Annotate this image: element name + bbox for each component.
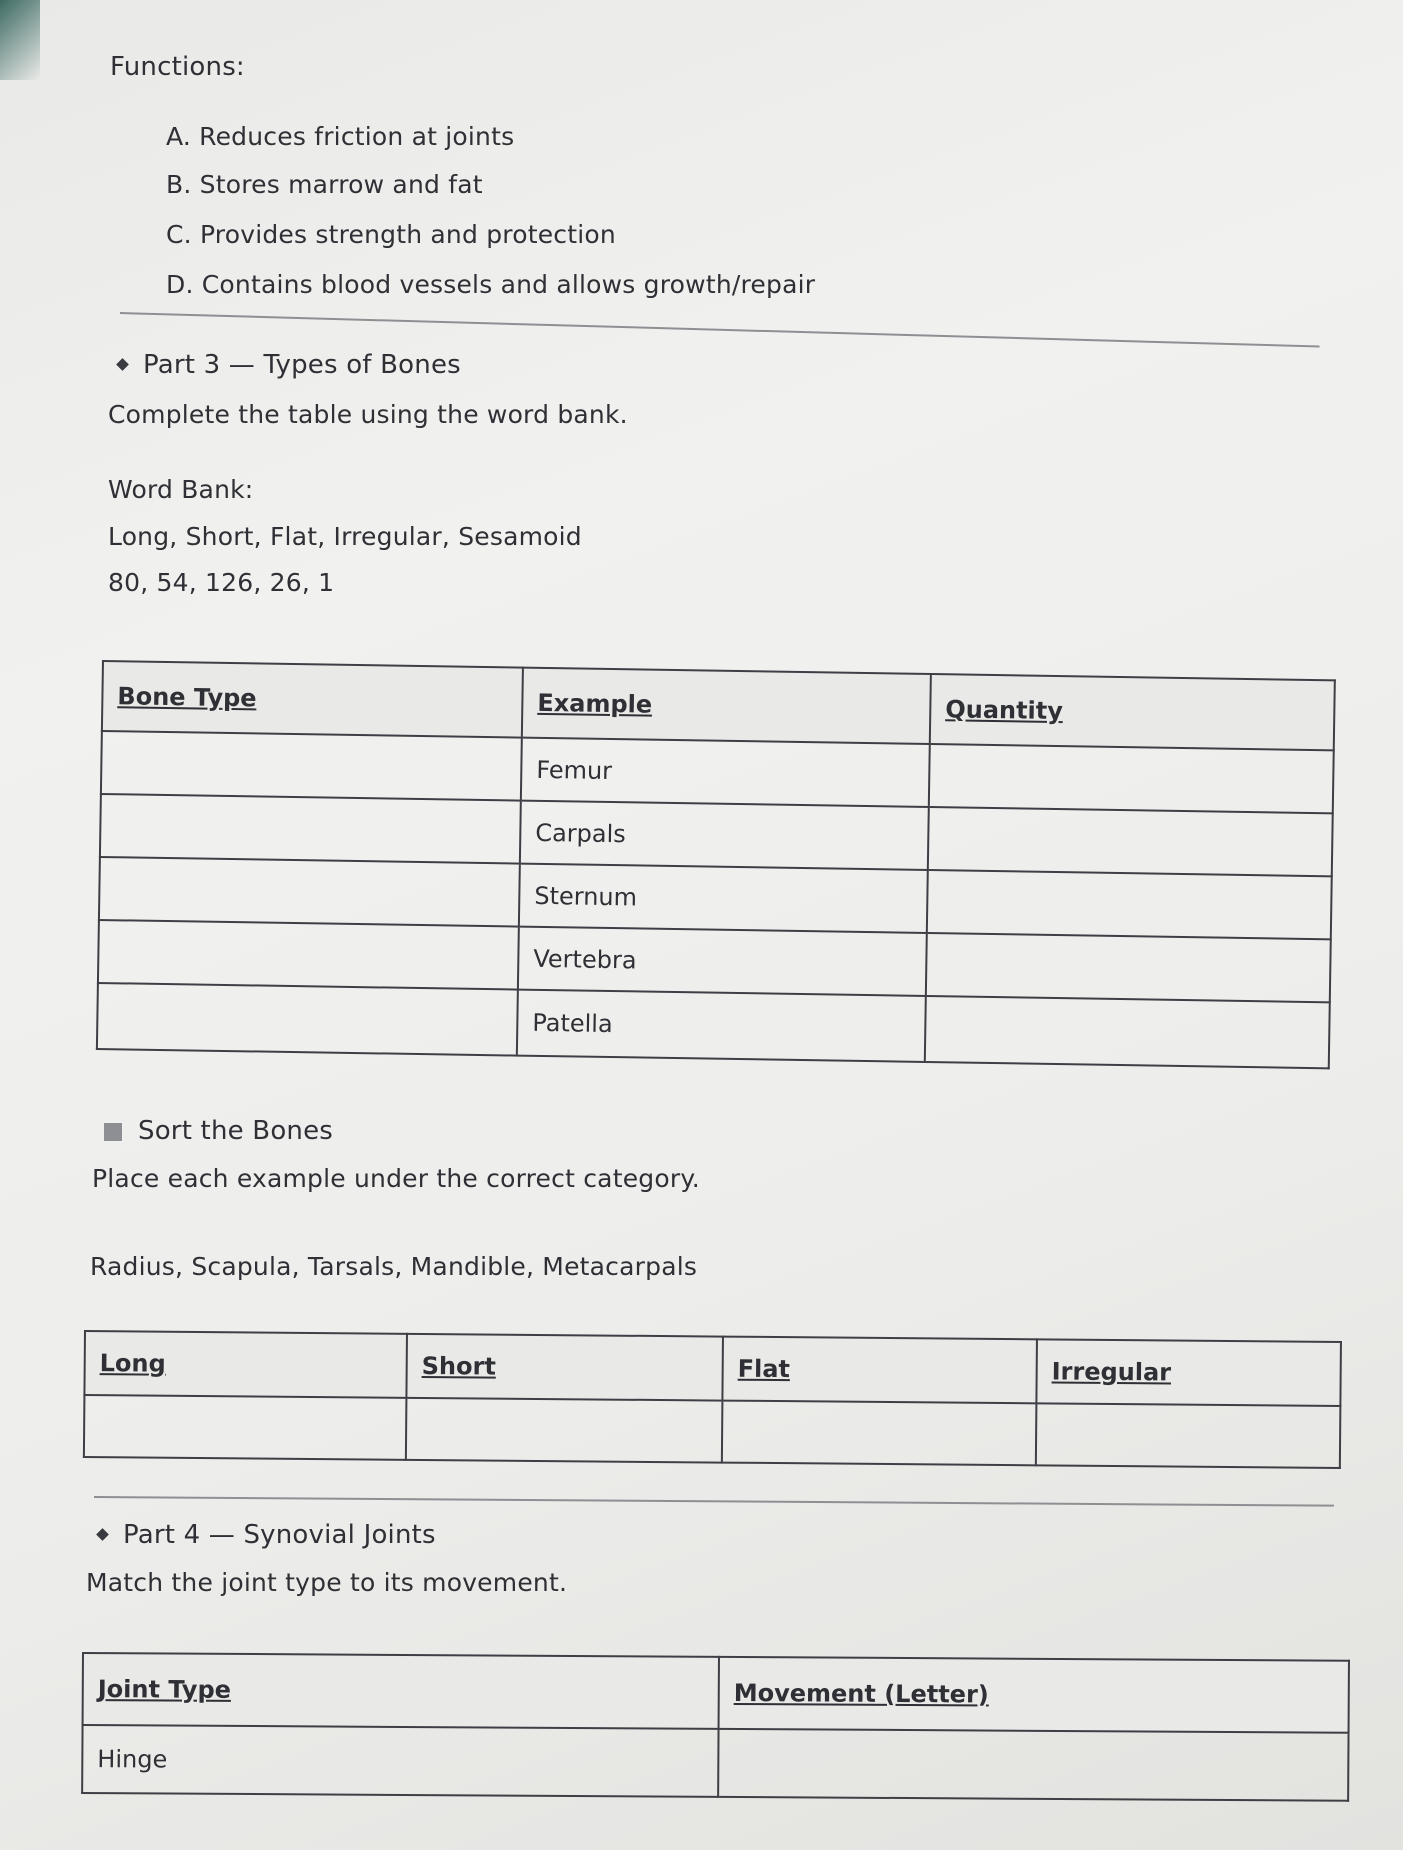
quantity-cell[interactable]	[927, 870, 1332, 939]
word-bank-label: Word Bank:	[108, 475, 254, 504]
bone-types-table	[96, 660, 1336, 1069]
header-quantity: Quantity	[930, 674, 1335, 750]
quantity-cell[interactable]	[928, 807, 1333, 876]
part4-instruction: Match the joint type to its movement.	[86, 1568, 568, 1597]
function-item-c: C. Provides strength and protection	[166, 220, 616, 249]
long-answer-cell[interactable]	[84, 1395, 407, 1460]
section-divider-2	[94, 1496, 1334, 1507]
part4-title-text: Part 4 — Synovial Joints	[123, 1520, 436, 1550]
movement-letter-cell[interactable]	[718, 1729, 1348, 1801]
function-item-a: A. Reduces friction at joints	[166, 122, 515, 151]
joint-type-cell: Hinge	[82, 1725, 718, 1797]
header-movement-letter: Movement (Letter)	[719, 1657, 1349, 1733]
synovial-joints-table	[81, 1652, 1350, 1802]
sort-examples: Radius, Scapula, Tarsals, Mandible, Metacarpals	[90, 1252, 698, 1281]
word-bank-types: Long, Short, Flat, Irregular, Sesamoid	[108, 522, 582, 551]
quantity-cell[interactable]	[925, 996, 1330, 1068]
sort-title-text: Sort the Bones	[138, 1116, 334, 1146]
sort-instruction: Place each example under the correct category.	[92, 1164, 700, 1193]
quantity-cell[interactable]	[929, 744, 1334, 813]
table-header-row	[84, 1331, 1341, 1406]
part3-title	[118, 350, 461, 380]
flat-answer-cell[interactable]	[722, 1401, 1037, 1466]
functions-heading: Functions:	[110, 52, 245, 82]
sort-title	[104, 1116, 333, 1146]
header-bone-type: Bone Type	[102, 661, 523, 738]
header-flat: Flat	[722, 1337, 1037, 1404]
function-item-b: B. Stores marrow and fat	[166, 170, 483, 199]
table-row	[84, 1395, 1340, 1468]
short-answer-cell[interactable]	[406, 1398, 723, 1463]
function-item-d: D. Contains blood vessels and allows growth/repair	[166, 270, 816, 299]
header-long: Long	[84, 1331, 407, 1398]
header-irregular: Irregular	[1036, 1339, 1341, 1406]
table-row	[82, 1725, 1348, 1801]
example-cell: Carpals	[520, 801, 929, 870]
square-icon	[104, 1123, 122, 1141]
header-short: Short	[406, 1334, 723, 1401]
sort-bones-table	[83, 1330, 1342, 1469]
bone-type-cell[interactable]	[97, 983, 518, 1056]
bone-type-cell[interactable]	[100, 794, 521, 864]
bone-type-cell[interactable]	[101, 731, 522, 801]
bone-type-cell[interactable]	[98, 920, 519, 990]
corner-shadow	[0, 0, 40, 80]
example-cell: Sternum	[519, 864, 928, 933]
bullet-icon	[96, 1528, 109, 1541]
bone-type-cell[interactable]	[99, 857, 520, 927]
part4-title	[98, 1520, 436, 1550]
section-divider-1	[120, 312, 1320, 348]
header-example: Example	[522, 668, 931, 744]
part3-instruction: Complete the table using the word bank.	[108, 400, 628, 429]
example-cell: Femur	[521, 738, 930, 807]
part3-title-text: Part 3 — Types of Bones	[143, 350, 461, 380]
bullet-icon	[116, 358, 129, 371]
table-header-row	[83, 1653, 1349, 1733]
irregular-answer-cell[interactable]	[1036, 1403, 1341, 1468]
quantity-cell[interactable]	[926, 933, 1331, 1002]
example-cell: Patella	[517, 990, 926, 1062]
header-joint-type: Joint Type	[83, 1653, 719, 1729]
word-bank-numbers: 80, 54, 126, 26, 1	[108, 568, 335, 597]
example-cell: Vertebra	[518, 927, 927, 996]
